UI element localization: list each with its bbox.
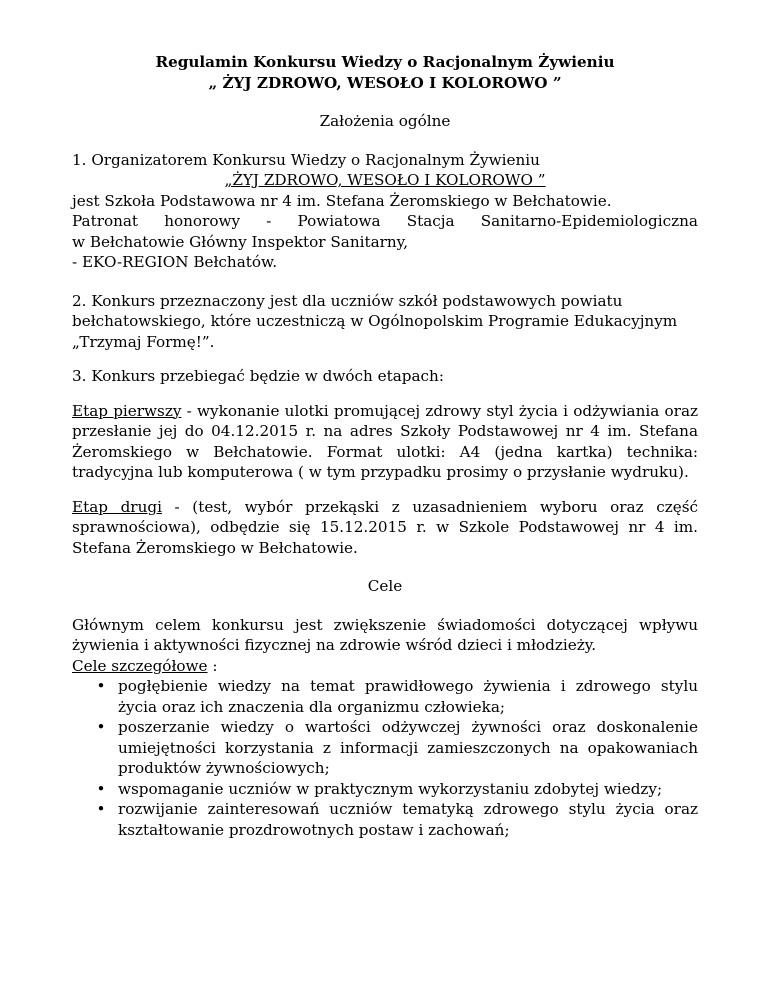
- stage-one-label: Etap pierwszy: [72, 401, 182, 420]
- list-item: [92, 717, 698, 779]
- stage-one-text: - wykonanie ulotki promującej zdrowy styl życia i odżywiania oraz przesłanie jej do 04.12.2015 r. na adres Szkoły Podstawowej nr 4 im. Stefana Żeromskiego w Bełchatowie. Format ulotki: A4 (jedna kartka) technika: tradycyjna lub komputerowa ( w tym przypadku prosimy o przysłanie wydruku).: [72, 401, 698, 481]
- stages-intro: 3. Konkurs przebiegać będzie w dwóch etapach:: [72, 367, 444, 385]
- stage-two-paragraph: [72, 497, 698, 559]
- organizer-line6: - EKO-REGION Bełchatów.: [72, 253, 278, 271]
- participants-line1: 2. Konkurs przeznaczony jest dla uczniów szkół podstawowych powiatu: [72, 291, 623, 310]
- bullet-icon: •: [96, 677, 106, 695]
- goals-detail-heading: [72, 656, 698, 677]
- participants-line2: bełchatowskiego, które uczestniczą w Ogólnopolskim Programie Edukacyjnym: [72, 312, 678, 330]
- section-heading-general: Założenia ogólne: [319, 112, 451, 130]
- section-organizer: [72, 150, 698, 273]
- list-item-text: rozwijanie zainteresowań uczniów tematyką zdrowego stylu życia oraz kształtowanie prozdrowotnych postaw i zachowań;: [118, 800, 698, 839]
- list-item: [92, 779, 698, 800]
- organizer-contest-name: „ŻYJ ZDROWO, WESOŁO I KOLOROWO ”: [224, 171, 546, 189]
- patronage-word: Sanitarno-Epidemiologiczna: [480, 212, 698, 230]
- organizer-line3: jest Szkoła Podstawowa nr 4 im. Stefana Żeromskiego w Bełchatowie.: [72, 191, 612, 210]
- section-heading-goals: Cele: [367, 577, 403, 595]
- participants-line3: „Trzymaj Formę!”.: [72, 332, 215, 351]
- patronage-word: Powiatowa: [297, 212, 381, 230]
- organizer-line5: w Bełchatowie Główny Inspektor Sanitarny,: [72, 232, 409, 251]
- section-participants: [72, 291, 698, 353]
- bullet-icon: •: [96, 718, 106, 736]
- patronage-line: [72, 211, 698, 232]
- patronage-word: Stacja: [406, 212, 455, 230]
- patronage-word: -: [266, 212, 272, 230]
- patronage-word: honorowy: [164, 212, 241, 230]
- stage-one-paragraph: [72, 401, 698, 483]
- list-item-text: wspomaganie uczniów w praktycznym wykorzystaniu zdobytej wiedzy;: [118, 779, 663, 798]
- document-page: [72, 52, 698, 840]
- goals-main-paragraph: Głównym celem konkursu jest zwiększenie świadomości dotyczącej wpływu żywienia i aktywności fizycznej na zdrowie wśród dzieci i młodzieży.: [72, 615, 698, 654]
- list-item-text: pogłębienie wiedzy na temat prawidłowego żywienia i zdrowego stylu życia oraz ich znaczenia dla organizmu człowieka;: [118, 677, 698, 716]
- list-item: [92, 799, 698, 840]
- organizer-line1: 1. Organizatorem Konkursu Wiedzy o Racjonalnym Żywieniu: [72, 150, 540, 169]
- document-title-line1: Regulamin Konkursu Wiedzy o Racjonalnym Żywieniu: [155, 53, 615, 71]
- goals-detail-label: Cele szczegółowe: [72, 656, 208, 675]
- bullet-icon: •: [96, 779, 106, 798]
- stage-two-text: - (test, wybór przekąski z uzasadnieniem wyboru oraz część sprawnościowa), odbędzie się 15.12.2015 r. w Szkole Podstawowej nr 4 im. Stefana Żeromskiego w Bełchatowie.: [72, 497, 698, 557]
- list-item-text: poszerzanie wiedzy o wartości odżywczej żywności oraz doskonalenie umiejętności korzystania z informacji zamieszczonych na opakowaniach produktów żywnościowych;: [118, 718, 698, 777]
- stage-two-label: Etap drugi: [72, 497, 162, 516]
- goals-detail-suffix: :: [207, 656, 218, 675]
- goals-list: [72, 676, 698, 840]
- document-title-line2: „ ŻYJ ZDROWO, WESOŁO I KOLOROWO ”: [208, 73, 562, 92]
- list-item: [92, 676, 698, 717]
- bullet-icon: •: [96, 800, 106, 818]
- patronage-word: Patronat: [72, 212, 139, 230]
